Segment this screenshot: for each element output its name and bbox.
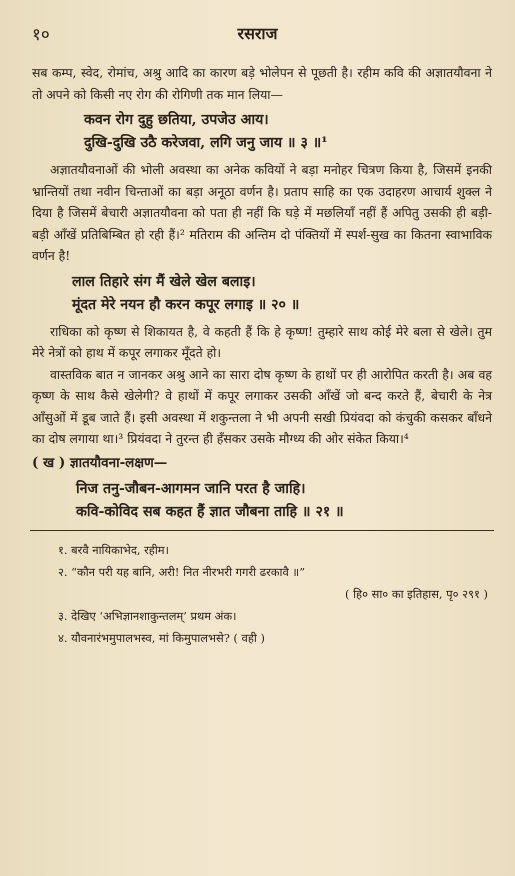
text-line: बेचारी अज्ञातयौवना को पता ही नहीं कि घड़े में मछलियाँ नहीं हैं अपितु <box>101 205 424 220</box>
footnote-2: २. “कौन परी यह बानि, अरी! नित नीरभरी गगरी ढरकावै ॥” <box>58 564 306 579</box>
verse-couplet-20 <box>32 271 492 317</box>
text-line: जाते हैं। इसी अवस्था में शकुन्तला ने भी अपनी सखी प्रियंवदा को कंचुकी <box>100 409 431 425</box>
verse-line: दुखि-दुखि उठै करेजवा, लगि जनु जाय ॥ ३ ॥¹ <box>84 135 328 151</box>
verse-line: कवि-कोविद सब कहत हैं ज्ञात जौबना ताहि ॥ २१ ॥ <box>76 503 344 520</box>
verse-line: निज तनु-जौबन-आगमन जानि परत है जाहि। <box>76 480 306 497</box>
paragraph-2 <box>32 159 492 267</box>
footnote-divider <box>30 530 494 531</box>
page-header <box>0 22 515 46</box>
text-line: कसकर बाँधने का दोष लगाया था।³ प्रियंवदा ने तुरन्त ही हँसकर उसके <box>32 409 492 446</box>
footnote-4: ४. यौवनारंभमुपालभस्व, मां किमुपालभसे? ( वही ) <box>58 630 265 645</box>
paragraph-4 <box>32 364 492 450</box>
running-head: रसराज <box>237 24 278 43</box>
text-line: आरोपित करती है। अब वह कृष्ण के साथ कैसे खेलेगी? वे हाथों में <box>32 366 492 403</box>
text-line: वास्तविक बात न जानकर अश्रु आने का सारा दोष कृष्ण के हाथों पर ही <box>50 366 371 382</box>
verse-couplet-3 <box>32 109 492 155</box>
verse-line: लाल तिहारे संग मैं खेले खेल बलाइ। <box>72 273 256 290</box>
verse-line: मूंदत मेरे नयन हौ करन कपूर लगाइ ॥ २० ॥ <box>72 296 300 313</box>
footnote-2-source: ( हि० सा० का इतिहास, पृ० २९१ ) <box>345 586 488 601</box>
page-number: १० <box>32 25 50 45</box>
text-line: उसकी ही बड़ी-बड़ी आँखें प्रतिबिम्बित हो रही हैं।² मतिराम की अन्तिम दो <box>32 205 492 242</box>
text-line: राधिका को कृष्ण से शिकायत है, वे कहती हैं कि हे कृष्ण! तुम्हारे साथ <box>50 323 373 339</box>
footnote-1: १. बरवै नायिकाभेद, रहीम। <box>58 542 169 557</box>
text-line: वर्णन है। प्रताप साहि का एक उदाहरण आचार्य शुक्ल ने दिया है जिसमें <box>32 183 493 220</box>
text-line: अज्ञातयौवनाओं की भोली अवस्था का अनेक कवियों ने बड़ा मनोहर <box>50 162 358 177</box>
text-line: चित्रण किया है, जिसमें इनकी भ्रान्तियों तथा नवीन चिन्ताओं का बड़ा अनूठा <box>32 162 492 199</box>
paragraph-1 <box>32 62 492 105</box>
text-line: मौग्ध्य की ओर संकेत किया।⁴ <box>278 431 409 446</box>
text-line: सब कम्प, स्वेद, रोमांच, अश्रु आदि का कारण बड़े भोलेपन से पूछती है। रहीम <box>32 65 385 80</box>
text-line: कवि की अज्ञातयौवना ने तो अपने को किसी नए रोग की रोगिणी तक मान लिया— <box>32 65 492 102</box>
footnotes <box>32 539 492 649</box>
text-line: कोई मेरे बला से खेले। तुम मेरे नेत्रों को हाथ में कपूर लगाकर मूँदते हो। <box>32 323 492 360</box>
page-body <box>32 62 492 649</box>
text-line: कपूर लगाकर उसकी आँखें जो बन्द करते हैं, बेचारी के नेत्र आँसुओं में डूब <box>32 388 492 425</box>
section-heading: ( ख ) ज्ञातयौवना-लक्षण— <box>32 454 168 471</box>
paragraph-3 <box>32 321 492 364</box>
text-line: पंक्तियों में स्पर्श-सुख का कितना स्वाभाविक वर्णन है! <box>32 226 493 263</box>
verse-couplet-21 <box>32 478 492 524</box>
footnote-3: ३. देखिए ‘अभिज्ञानशाकुन्तलम्’ प्रथम अंक। <box>58 608 237 623</box>
verse-line: कवन रोग दुहु छतिया, उपजेउ आय। <box>84 112 269 128</box>
